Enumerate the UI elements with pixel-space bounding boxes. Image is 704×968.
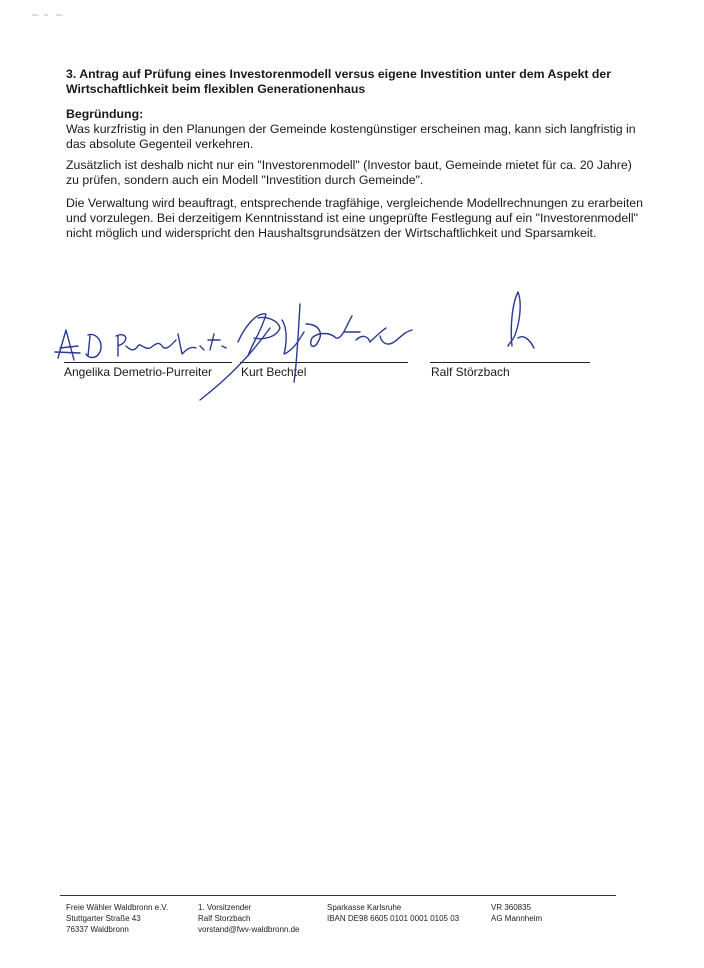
footer-email[interactable]: vorstand@fwv-waldbronn.de (198, 925, 300, 934)
footer-column-bank (327, 902, 459, 924)
signature-2-stroke (282, 304, 360, 382)
footer-line: AG Mannheim (491, 914, 543, 923)
signer-name: Angelika Demetrio-Purreiter (64, 365, 213, 379)
paragraph: Zusätzlich ist deshalb nicht nur ein "Investorenmodell" (Investor baut, Gemeinde mietet für ca. 20 Jahre) zu prüfen, sondern auch ein Modell "Investition durch Gemeinde". (66, 158, 632, 187)
footer-line: Ralf Storzbach (198, 914, 251, 923)
signature-1-stroke (116, 334, 204, 356)
footer-line: Stuttgarter Straße 43 (66, 914, 141, 923)
signature-1-stroke (86, 334, 101, 357)
paragraph: Die Verwaltung wird beauftragt, entsprechende tragfähige, vergleichende Modellrechnungen zu erarbeiten und vorzulegen. Bei derzeitigem Kenntnisstand ist eine ungeprüfte Festlegung auf ein "Investorenmodell" nicht möglich und widerspricht den Haushaltsgrundsätzen der Wirtschaftlichkeit und Sparsamkeit. (66, 196, 643, 240)
footer-line: 1. Vorsitzender (198, 903, 252, 912)
rationale-heading: Begründung: (66, 107, 144, 121)
motion-heading: 3. Antrag auf Prüfung eines Investorenmodell versus eigene Investition unter dem Aspekt der Wirtschaftlichkeit beim flexiblen Generationenhaus (66, 67, 612, 96)
signature-1-stroke (55, 330, 80, 360)
scan-artifact (30, 12, 70, 18)
footer-rule (60, 895, 616, 896)
signature-1-stroke (208, 334, 226, 350)
footer-line: 76337 Waldbronn (66, 925, 129, 934)
footer-line: IBAN DE98 6605 0101 0001 0105 03 (327, 914, 460, 923)
signer-name: Kurt Bechtel (241, 365, 307, 379)
footer-line: Freie Wähler Waldbronn e.V. (66, 903, 169, 912)
signature-2-stroke (356, 328, 412, 344)
handwritten-signatures (0, 280, 704, 410)
paragraph: Was kurzfristig in den Planungen der Gemeinde kostengünstiger erscheinen mag, kann sich langfristig in das absolute Gegenteil verkehren. (66, 122, 636, 151)
signer-name: Ralf Störzbach (431, 365, 510, 379)
footer-line: VR 360835 (491, 903, 532, 912)
footer-line: Sparkasse Karlsruhe (327, 903, 402, 912)
signature-2-stroke (238, 314, 280, 356)
footer-column-association (66, 902, 168, 935)
signature-block (0, 280, 704, 410)
footer-column-chairman (198, 902, 300, 935)
footer-column-register (491, 902, 542, 924)
signature-3-stroke (508, 292, 534, 348)
